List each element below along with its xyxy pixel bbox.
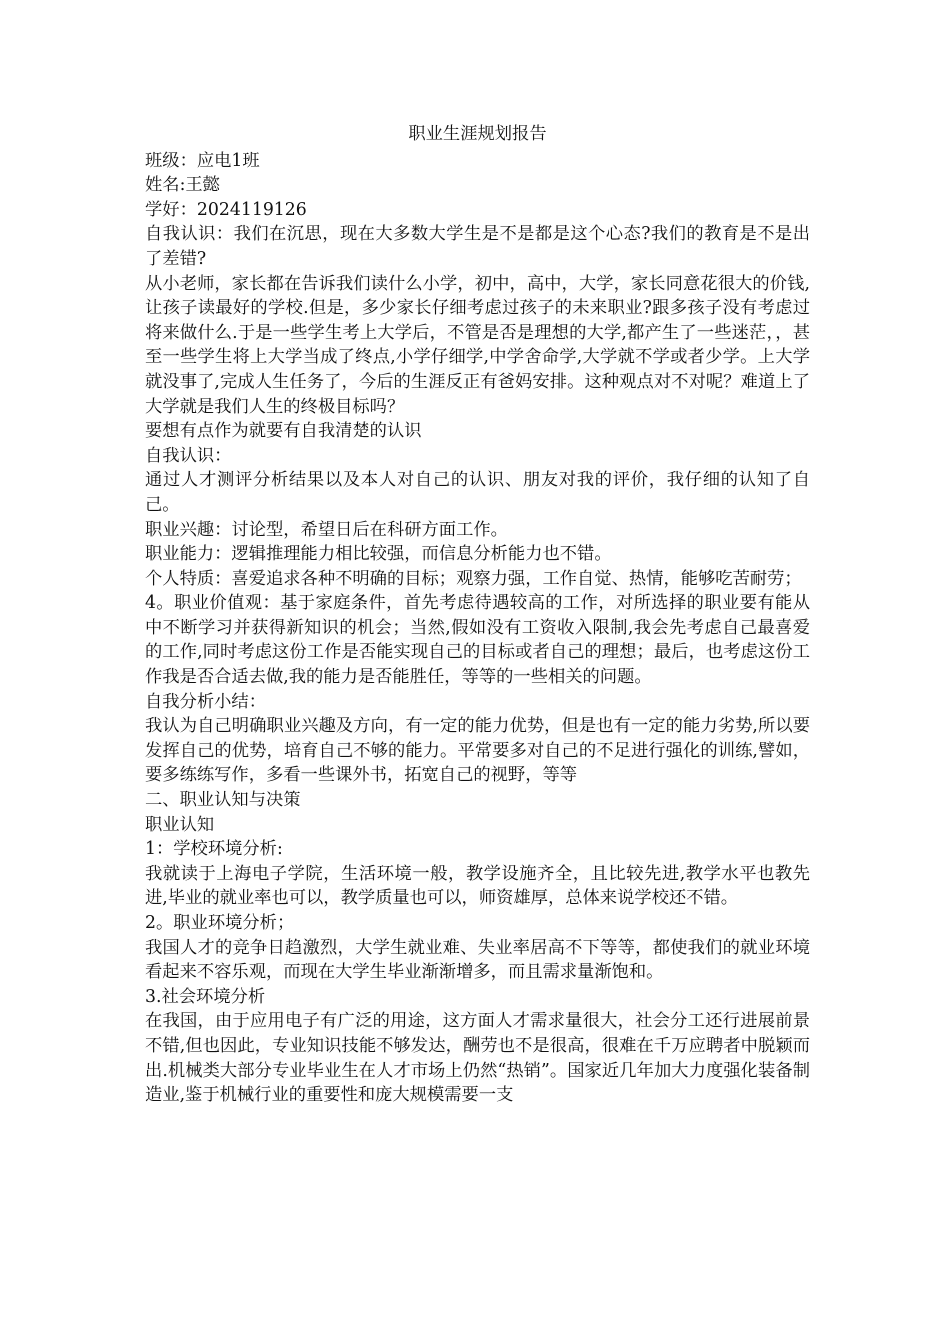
paragraph: 个人特质：喜爱追求各种不明确的目标；观察力强，工作自觉、热情，能够吃苦耐劳； [145,568,802,589]
name-line: 姓名:王懿 [145,175,220,196]
paragraph: 自我认识：我们在沉思，现在大多数大学生是不是都是这个心态?我们的教育是不是出了差错? [145,224,810,269]
paragraph: 通过人才测评分析结果以及本人对自己的认识、朋友对我的评价，我仔细的认知了自己。 [145,470,810,515]
student-id-line: 学好：2024119126 [145,199,307,220]
class-line: 班级：应电1班 [145,150,260,171]
section-heading: 1：学校环境分析: [145,839,283,860]
section-heading: 二、职业认知与决策 [145,790,301,811]
section-heading: 3.社会环境分析 [145,986,266,1007]
section-heading: 职业认知 [145,814,215,835]
section-heading: 自我认识： [145,445,232,466]
paragraph: 我认为自己明确职业兴趣及方向，有一定的能力优势，但是也有一定的能力劣势,所以要发挥自己的优势，培育自己不够的能力。平常要多对自己的不足进行强化的训练,譬如，要多练练写作，多看一些课外书，拓宽自己的视野，等等 [145,716,810,786]
paragraph: 在我国，由于应用电子有广泛的用途，这方面人才需求量很大，社会分工还行进展前景不错,但也因此，专业知识技能不够发达，酬劳也不是很高，很难在千万应聘者中脱颖而出.机械类大部分专业毕业生在人才市场上仍然“热销”。国家近几年加大力度强化装备制造业,鉴于机械行业的重要性和庞大规模需要一支 [145,1011,810,1106]
paragraph: 职业能力：逻辑推理能力相比较强，而信息分析能力也不错。 [145,544,612,565]
section-heading: 2。职业环境分析； [145,913,295,933]
paragraph: 要想有点作为就要有自我清楚的认识 [145,421,422,442]
paragraph: 我国人才的竞争日趋激烈，大学生就业难、失业率居高不下等等，都使我们的就业环境看起来不容乐观，而现在大学生毕业渐渐增多，而且需求量渐饱和。 [145,937,810,983]
paragraph: 我就读于上海电子学院，生活环境一般，教学设施齐全，且比较先进,教学水平也教先进,毕业的就业率也可以，教学质量也可以，师资雄厚，总体来说学校还不错。 [145,863,810,909]
section-heading: 自我分析小结： [145,691,266,712]
paragraph: 从小老师，家长都在告诉我们读什么小学，初中，高中，大学，家长同意花很大的价钱,让孩子读最好的学校.但是，多少家长仔细考虑过孩子的未来职业?跟多孩子没有考虑过将来做什么.于是一些学生考上大学后，不管是否是理想的大学,都产生了一些迷茫，，甚至一些学生将上大学当成了终点,小学仔细学,中学舍命学,大学就不学或者少学。上大学就没事了,完成人生任务了，今后的生涯反正有爸妈安排。这种观点对不对呢？难道上了大学就是我们人生的终极目标吗？ [145,273,810,417]
paragraph: 职业兴趣：讨论型，希望日后在科研方面工作。 [145,519,508,540]
paragraph: 4。职业价值观：基于家庭条件，首先考虑待遇较高的工作，对所选择的职业要有能从中不断学习并获得新知识的机会；当然,假如没有工资收入限制,我会先考虑自己最喜爱的工作,同时考虑这份工作是否能实现自己的目标或者自己的理想；最后，也考虑这份工作我是否合适去做,我的能力是否能胜任，等等的一些相关的问题。 [145,593,810,688]
document-page [145,122,810,1108]
document-title: 职业生涯规划报告 [408,124,547,144]
